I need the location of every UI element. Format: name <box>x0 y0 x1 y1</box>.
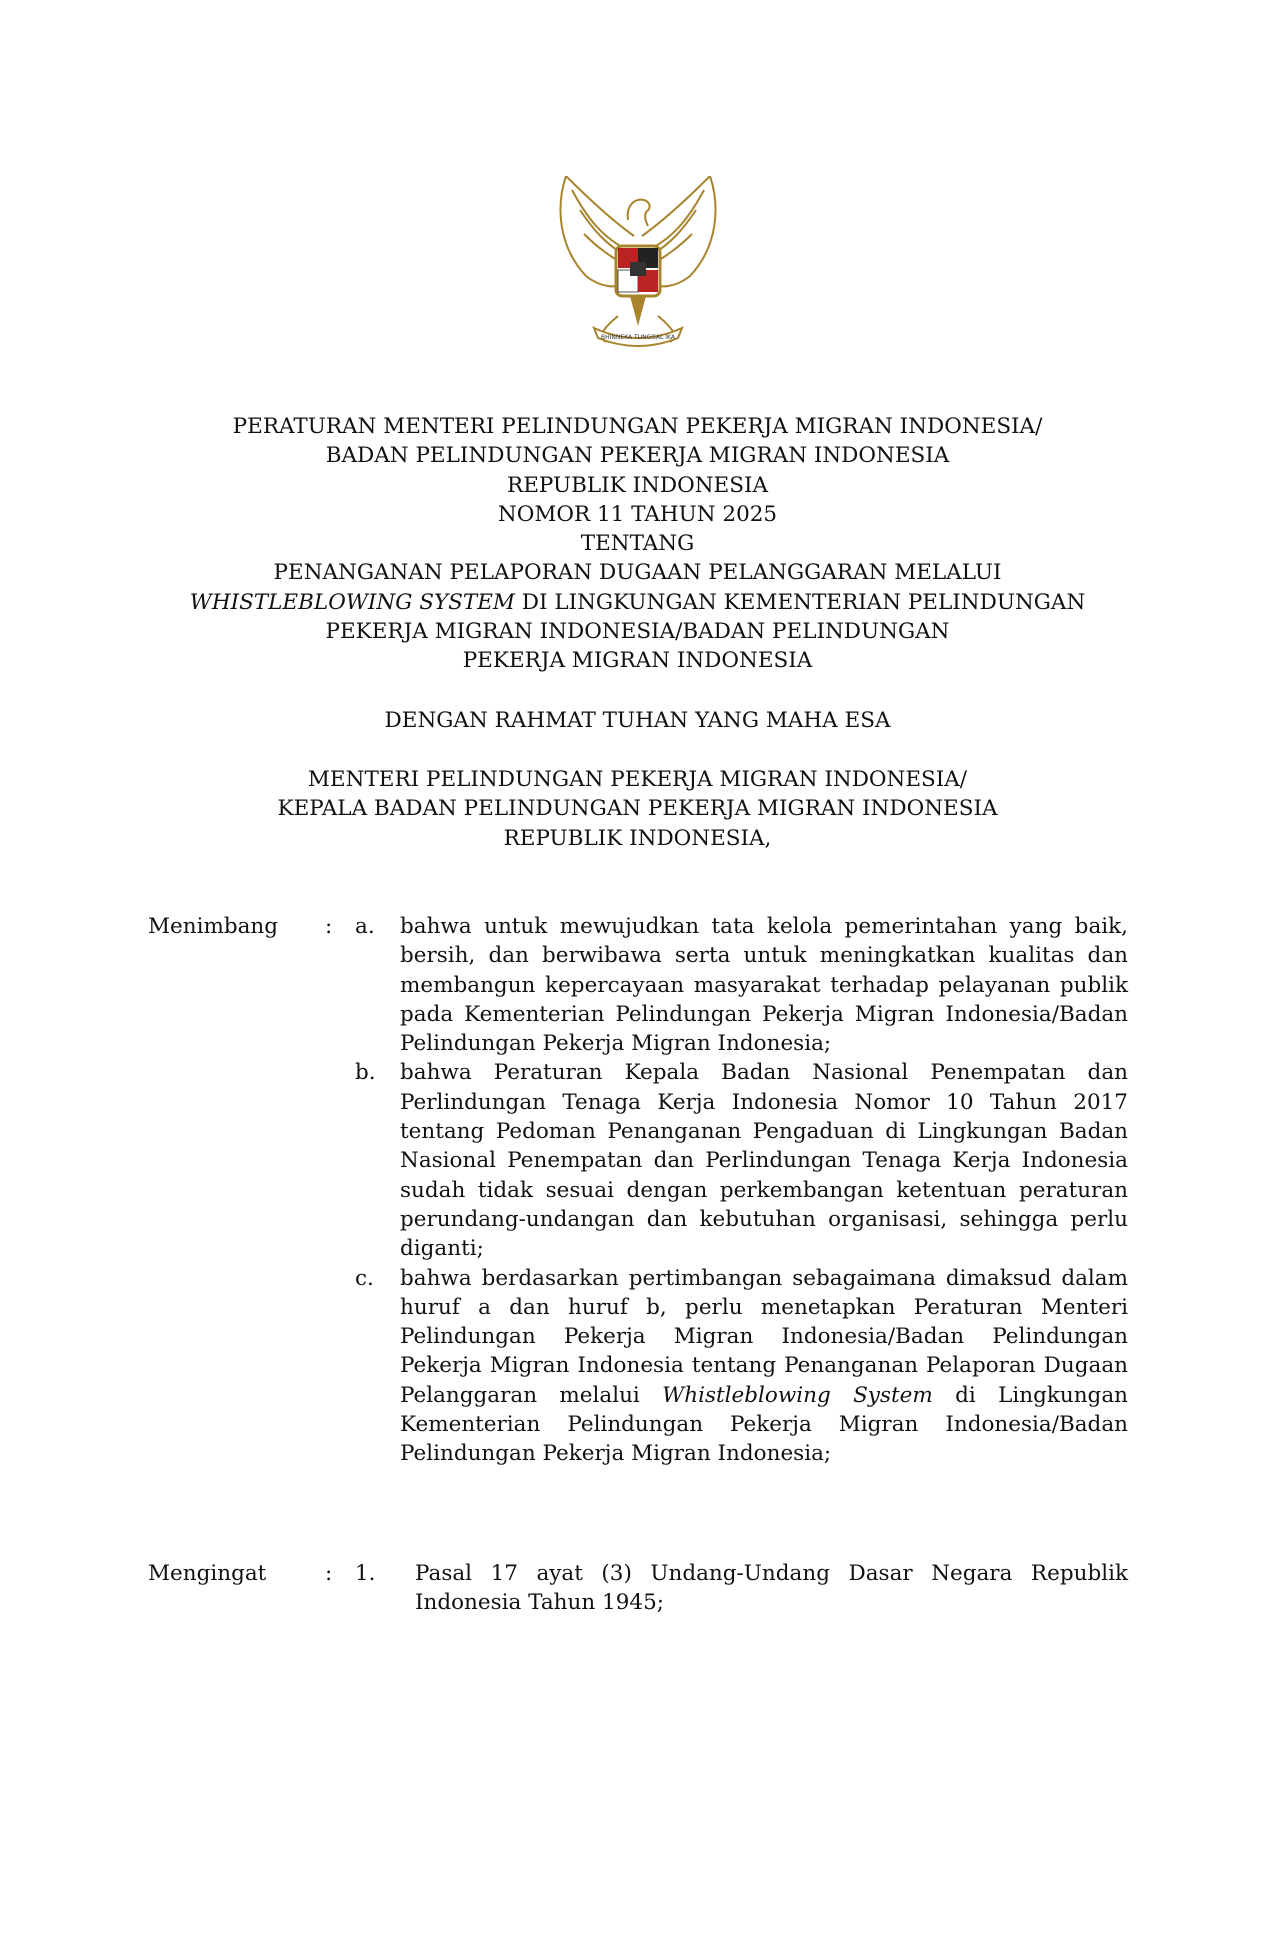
authority-line: KEPALA BADAN PELINDUNGAN PEKERJA MIGRAN INDONESIA <box>277 796 998 822</box>
title-line: REPUBLIK INDONESIA <box>507 472 768 498</box>
authority-line: MENTERI PELINDUNGAN PEKERJA MIGRAN INDONESIA/ <box>307 767 968 792</box>
menimbang-section <box>148 912 1128 1469</box>
title-line: PEKERJA MIGRAN INDONESIA <box>462 648 813 674</box>
authority-line: REPUBLIK INDONESIA, <box>503 825 772 851</box>
menimbang-label: Menimbang <box>148 914 279 939</box>
title-italic: WHISTLEBLOWING SYSTEM <box>189 589 515 615</box>
authority <box>0 765 1275 853</box>
item-text: bahwa Peraturan Kepala Badan Nasional Penempatan dan Perlindungan Tenaga Kerja Indonesia Nomor 10 Tahun 2017 tentang Pedoman Penanganan Pengaduan di Lingkungan Badan Nasional Penempatan dan Perlindungan Tenaga Kerja Indonesia sudah tidak sesuai dengan perkembangan ketentuan peraturan perundang-undangan dan kebutuhan organisasi, sehingga perlu diganti; <box>400 1060 1128 1262</box>
mengingat-section <box>148 1559 1128 1618</box>
legal-basis-item <box>148 1559 1128 1618</box>
item-text-italic: Whistleblowing System <box>662 1382 933 1408</box>
title-line: PENANGANAN PELAPORAN DUGAAN PELANGGARAN MELALUI <box>273 560 1002 586</box>
garuda-emblem-icon <box>546 176 730 352</box>
considering-item <box>148 1264 1128 1469</box>
item-text: bahwa untuk mewujudkan tata kelola pemerintahan yang baik, bersih, dan berwibawa serta untuk meningkatkan kualitas dan membangun kepercayaan masyarakat terhadap pelayanan publik pada Kementerian Pelindungan Pekerja Migran Indonesia/Badan Pelindungan Pekerja Migran Indonesia; <box>400 914 1128 1057</box>
considering-item <box>148 912 1128 1058</box>
item-marker: b. <box>355 1060 376 1086</box>
considering-item <box>148 1058 1128 1263</box>
regulation-title <box>0 412 1275 676</box>
title-text: DI LINGKUNGAN KEMENTERIAN PELINDUNGAN <box>514 589 1086 615</box>
title-number: NOMOR 11 TAHUN 2025 <box>497 501 778 527</box>
svg-text:BHINNEKA TUNGGAL IKA: BHINNEKA TUNGGAL IKA <box>601 334 675 341</box>
title-line: TENTANG <box>580 531 695 557</box>
colon: : <box>325 914 333 939</box>
title-line: PEKERJA MIGRAN INDONESIA/BADAN PELINDUNGAN <box>325 619 950 645</box>
mengingat-label: Mengingat <box>148 1561 267 1586</box>
title-line: PERATURAN MENTERI PELINDUNGAN PEKERJA MIGRAN INDONESIA/ <box>232 414 1043 439</box>
invocation: DENGAN RAHMAT TUHAN YANG MAHA ESA <box>384 708 891 733</box>
item-marker: c. <box>355 1265 374 1291</box>
item-marker: 1. <box>355 1561 376 1586</box>
title-line <box>0 588 1275 617</box>
title-line: BADAN PELINDUNGAN PEKERJA MIGRAN INDONESIA <box>325 443 950 469</box>
item-text-part: di Lingkungan Kementerian Pelindungan Pekerja Migran Indonesia/Badan Pelindungan Pekerja Migran Indonesia; <box>400 1382 1128 1467</box>
item-text <box>400 1264 1128 1469</box>
colon: : <box>325 1561 333 1586</box>
item-marker: a. <box>355 914 375 939</box>
item-text: Pasal 17 ayat (3) Undang-Undang Dasar Negara Republik Indonesia Tahun 1945; <box>415 1561 1128 1616</box>
item-text-part: bahwa berdasarkan pertimbangan sebagaimana dimaksud dalam huruf a dan huruf b, perlu menetapkan Peraturan Menteri Pelindungan Pekerja Migran Indonesia/Badan Pelindungan Pekerja Migran Indonesia tentang Penanganan Pelaporan Dugaan Pelanggaran melalui <box>400 1265 1128 1408</box>
